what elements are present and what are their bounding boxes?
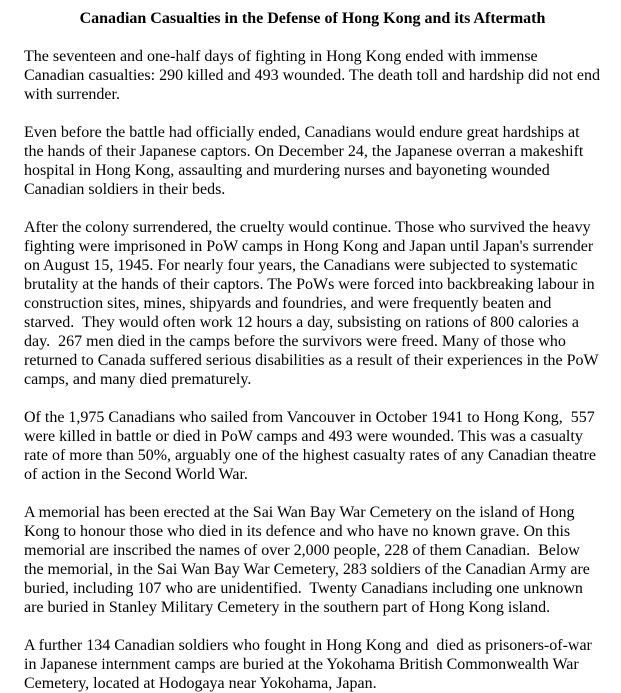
paragraph-memorial: A memorial has been erected at the Sai Wan Bay War Cemetery on the island of Hong Kong to honour those who died in its defence and who have no known grave. On this memorial are inscribed the names of over 2,000 people, 228 of them Canadian. Below the memorial, in the Sai Wan Bay War Cemetery, 283 soldiers of the Canadian Army are buried, including 107 who are unidentified. Twenty Canadians including one unknown are buried in Stanley Military Cemetery in the southern part of Hong Kong island. — [24, 504, 594, 616]
paragraph-casualty-rate: Of the 1,975 Canadians who sailed from Vancouver in October 1941 to Hong Kong, 557 were killed in battle or died in PoW camps and 493 were wounded. This was a casualty rate of more than 50%, arguably one of the highest casualty rates of any Canadian theatre of action in the Second World War. — [24, 409, 600, 483]
document-title: Canadian Casualties in the Defense of Hong Kong and its Aftermath — [79, 10, 546, 27]
paragraph-hospital-attack: Even before the battle had officially ended, Canadians would endure great hardships at the hands of their Japanese captors. On December 24, the Japanese overran a makeshift hospital in Hong Kong, assaulting and murdering nurses and bayoneting wounded Canadian soldiers in their beds. — [24, 124, 588, 198]
paragraph-casualty-summary: The seventeen and one-half days of fighting in Hong Kong ended with immense Canadian casualties: 290 killed and 493 wounded. The death toll and hardship did not end with surrender. — [24, 48, 605, 103]
paragraph-yokohama-cemetery: A further 134 Canadian soldiers who fought in Hong Kong and died as prisoners-of-war in Japanese internment camps are buried at the Yokohama British Commonwealth War Cemetery, located at Hodogaya near Yokohama, Japan. — [24, 637, 596, 692]
paragraph-pow-camps: After the colony surrendered, the cruelty would continue. Those who survived the heavy fighting were imprisoned in PoW camps in Hong Kong and Japan until Japan's surrender on August 15, 1945. For nearly four years, the Canadians were subjected to systematic brutality at the hands of their captors. The PoWs were forced into backbreaking labour in construction sites, mines, shipyards and foundries, and were frequently beaten and starved. They would often work 12 hours a day, subsisting on rations of 800 calories a day. 267 men died in the camps before the survivors were freed. Many of those who returned to Canada suffered serious disabilities as a result of their experiences in the PoW camps, and many died prematurely. — [24, 219, 603, 388]
